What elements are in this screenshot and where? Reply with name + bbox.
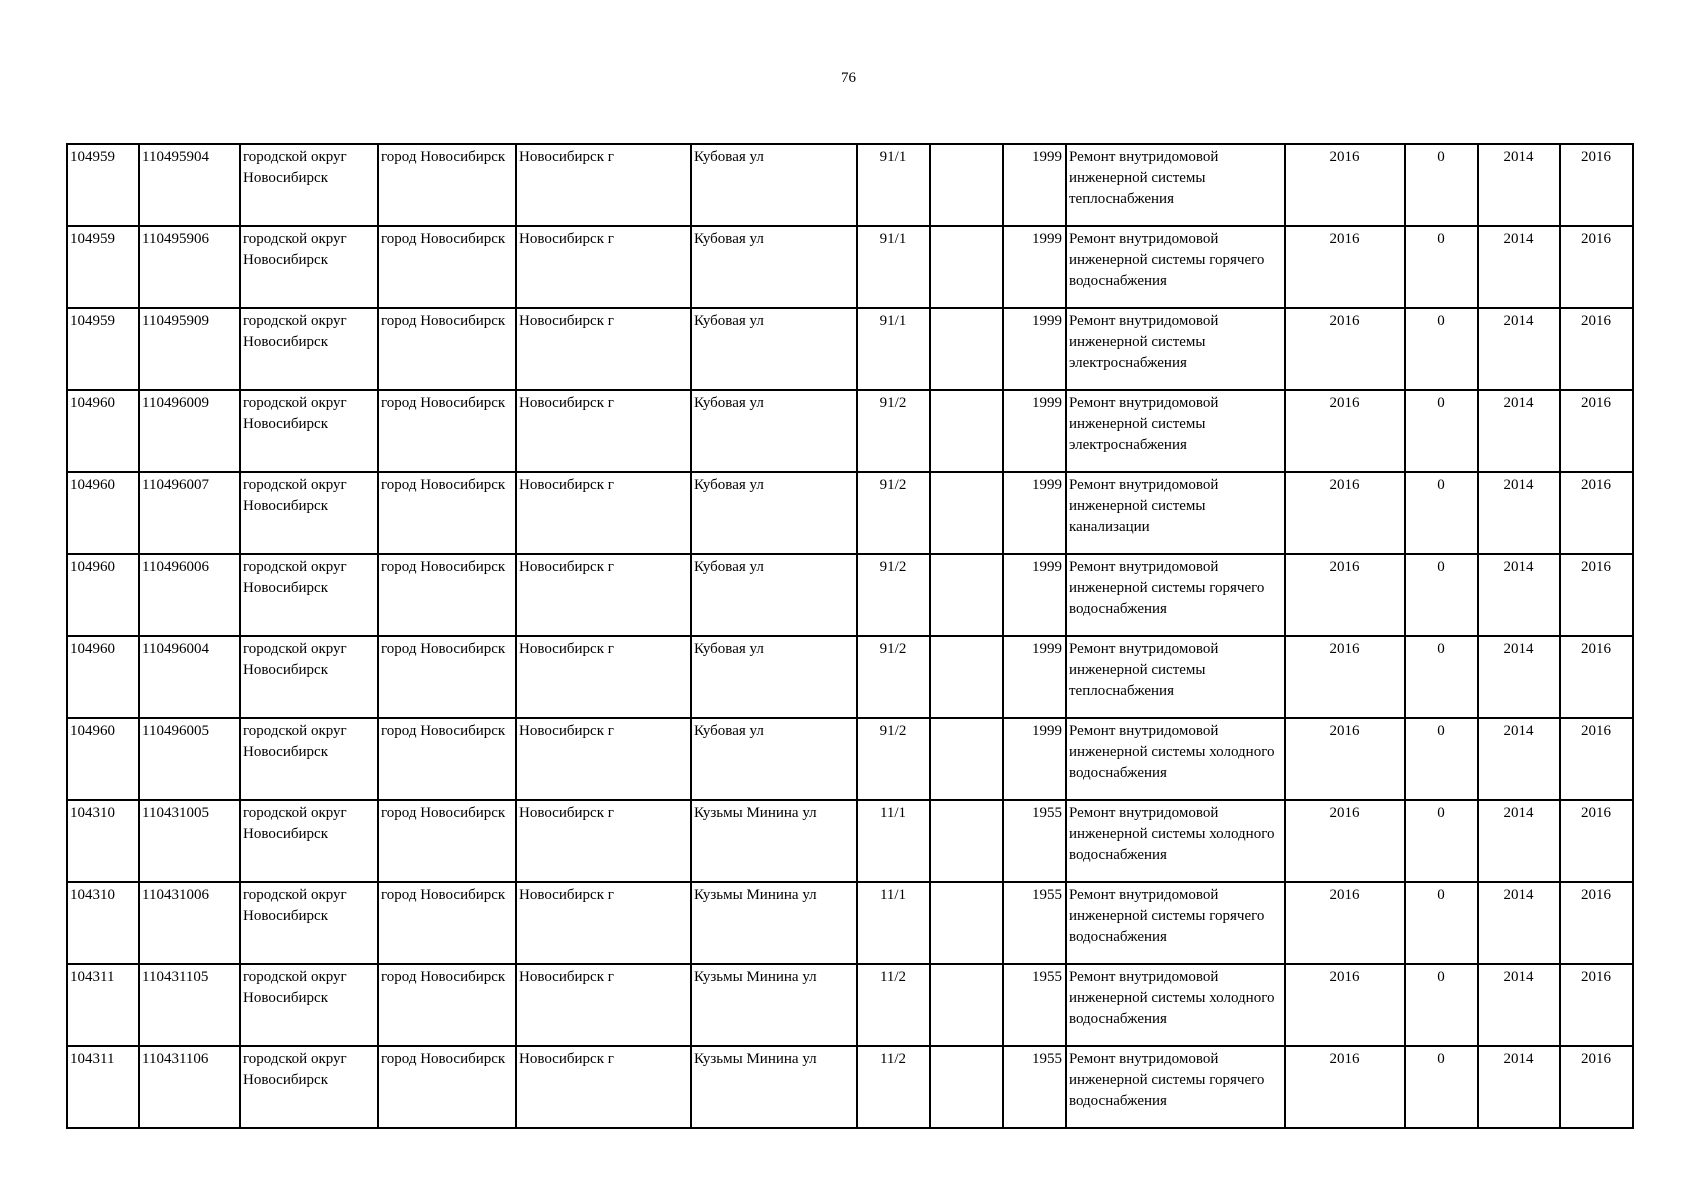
cell-settlement: город Новосибирск: [378, 390, 516, 472]
cell-house: 91/1: [857, 226, 930, 308]
cell-year-built: 1999: [1003, 226, 1066, 308]
cell-locality: Новосибирск г: [516, 882, 691, 964]
cell-street: Кубовая ул: [691, 226, 857, 308]
table-row: [67, 472, 1633, 554]
cell-building: [930, 226, 1003, 308]
cell-settlement: город Новосибирск: [378, 1046, 516, 1128]
cell-building: [930, 800, 1003, 882]
cell-cost: 0: [1405, 472, 1478, 554]
cell-period-start: 2014: [1478, 472, 1560, 554]
cell-locality: Новосибирск г: [516, 1046, 691, 1128]
cell-house-id: 104959: [67, 308, 139, 390]
cell-house: 11/2: [857, 1046, 930, 1128]
cell-cost: 0: [1405, 226, 1478, 308]
cell-district: городской округ Новосибирск: [240, 144, 378, 226]
table-row: [67, 144, 1633, 226]
repair-works-table: [66, 143, 1634, 1129]
cell-year-built: 1999: [1003, 554, 1066, 636]
cell-house: 91/2: [857, 472, 930, 554]
cell-work-id: 110431105: [139, 964, 240, 1046]
cell-work-id: 110496005: [139, 718, 240, 800]
cell-year-plan: 2016: [1285, 882, 1405, 964]
cell-district: городской округ Новосибирск: [240, 554, 378, 636]
cell-year-plan: 2016: [1285, 144, 1405, 226]
cell-year-built: 1999: [1003, 308, 1066, 390]
cell-street: Кубовая ул: [691, 636, 857, 718]
cell-period-end: 2016: [1560, 144, 1633, 226]
cell-building: [930, 718, 1003, 800]
cell-locality: Новосибирск г: [516, 964, 691, 1046]
table-row: [67, 636, 1633, 718]
cell-house: 91/1: [857, 144, 930, 226]
cell-building: [930, 964, 1003, 1046]
cell-period-start: 2014: [1478, 554, 1560, 636]
cell-settlement: город Новосибирск: [378, 308, 516, 390]
table-row: [67, 1046, 1633, 1128]
cell-work-type: Ремонт внутридомовой инженерной системы горячего водоснабжения: [1066, 226, 1285, 308]
cell-period-start: 2014: [1478, 390, 1560, 472]
cell-year-plan: 2016: [1285, 390, 1405, 472]
cell-locality: Новосибирск г: [516, 636, 691, 718]
cell-cost: 0: [1405, 800, 1478, 882]
cell-year-built: 1999: [1003, 718, 1066, 800]
table-row: [67, 308, 1633, 390]
cell-period-end: 2016: [1560, 390, 1633, 472]
cell-house: 91/2: [857, 636, 930, 718]
cell-settlement: город Новосибирск: [378, 718, 516, 800]
cell-period-end: 2016: [1560, 800, 1633, 882]
table-row: [67, 226, 1633, 308]
cell-period-start: 2014: [1478, 882, 1560, 964]
cell-year-plan: 2016: [1285, 308, 1405, 390]
cell-year-plan: 2016: [1285, 800, 1405, 882]
cell-work-id: 110495906: [139, 226, 240, 308]
cell-work-id: 110496006: [139, 554, 240, 636]
cell-street: Кубовая ул: [691, 308, 857, 390]
cell-house-id: 104311: [67, 1046, 139, 1128]
cell-year-built: 1955: [1003, 964, 1066, 1046]
cell-cost: 0: [1405, 1046, 1478, 1128]
cell-cost: 0: [1405, 144, 1478, 226]
table-body: [67, 144, 1633, 1128]
cell-settlement: город Новосибирск: [378, 636, 516, 718]
cell-building: [930, 554, 1003, 636]
cell-building: [930, 308, 1003, 390]
cell-period-end: 2016: [1560, 472, 1633, 554]
cell-house-id: 104960: [67, 554, 139, 636]
cell-period-start: 2014: [1478, 308, 1560, 390]
cell-locality: Новосибирск г: [516, 554, 691, 636]
cell-cost: 0: [1405, 718, 1478, 800]
cell-period-start: 2014: [1478, 800, 1560, 882]
cell-locality: Новосибирск г: [516, 308, 691, 390]
cell-house-id: 104959: [67, 226, 139, 308]
cell-building: [930, 882, 1003, 964]
cell-house-id: 104311: [67, 964, 139, 1046]
cell-cost: 0: [1405, 882, 1478, 964]
table-row: [67, 882, 1633, 964]
cell-year-plan: 2016: [1285, 718, 1405, 800]
cell-district: городской округ Новосибирск: [240, 226, 378, 308]
cell-period-end: 2016: [1560, 554, 1633, 636]
cell-year-plan: 2016: [1285, 226, 1405, 308]
cell-work-id: 110431006: [139, 882, 240, 964]
cell-settlement: город Новосибирск: [378, 882, 516, 964]
table-row: [67, 554, 1633, 636]
cell-period-end: 2016: [1560, 882, 1633, 964]
cell-settlement: город Новосибирск: [378, 144, 516, 226]
cell-work-type: Ремонт внутридомовой инженерной системы горячего водоснабжения: [1066, 882, 1285, 964]
cell-period-start: 2014: [1478, 226, 1560, 308]
cell-year-built: 1955: [1003, 1046, 1066, 1128]
cell-period-start: 2014: [1478, 964, 1560, 1046]
table-row: [67, 800, 1633, 882]
cell-street: Кубовая ул: [691, 554, 857, 636]
cell-district: городской округ Новосибирск: [240, 800, 378, 882]
cell-building: [930, 636, 1003, 718]
cell-street: Кубовая ул: [691, 390, 857, 472]
cell-work-id: 110495909: [139, 308, 240, 390]
cell-year-plan: 2016: [1285, 472, 1405, 554]
cell-work-id: 110496007: [139, 472, 240, 554]
cell-district: городской округ Новосибирск: [240, 1046, 378, 1128]
cell-street: Кузьмы Минина ул: [691, 882, 857, 964]
cell-locality: Новосибирск г: [516, 226, 691, 308]
cell-period-end: 2016: [1560, 718, 1633, 800]
cell-district: городской округ Новосибирск: [240, 718, 378, 800]
cell-street: Кубовая ул: [691, 718, 857, 800]
cell-period-end: 2016: [1560, 308, 1633, 390]
cell-building: [930, 472, 1003, 554]
cell-house: 91/1: [857, 308, 930, 390]
cell-locality: Новосибирск г: [516, 472, 691, 554]
cell-street: Кузьмы Минина ул: [691, 1046, 857, 1128]
cell-work-type: Ремонт внутридомовой инженерной системы электроснабжения: [1066, 390, 1285, 472]
cell-house: 11/1: [857, 800, 930, 882]
cell-year-plan: 2016: [1285, 636, 1405, 718]
table-row: [67, 390, 1633, 472]
cell-year-plan: 2016: [1285, 964, 1405, 1046]
cell-settlement: город Новосибирск: [378, 472, 516, 554]
cell-house-id: 104310: [67, 800, 139, 882]
cell-work-id: 110431106: [139, 1046, 240, 1128]
cell-year-built: 1999: [1003, 390, 1066, 472]
cell-locality: Новосибирск г: [516, 800, 691, 882]
cell-cost: 0: [1405, 636, 1478, 718]
cell-building: [930, 1046, 1003, 1128]
cell-period-end: 2016: [1560, 226, 1633, 308]
cell-work-type: Ремонт внутридомовой инженерной системы холодного водоснабжения: [1066, 800, 1285, 882]
cell-period-end: 2016: [1560, 964, 1633, 1046]
cell-cost: 0: [1405, 554, 1478, 636]
cell-cost: 0: [1405, 308, 1478, 390]
table-row: [67, 718, 1633, 800]
cell-work-id: 110431005: [139, 800, 240, 882]
cell-house-id: 104960: [67, 390, 139, 472]
cell-year-built: 1955: [1003, 800, 1066, 882]
cell-period-start: 2014: [1478, 144, 1560, 226]
cell-house: 91/2: [857, 390, 930, 472]
cell-work-type: Ремонт внутридомовой инженерной системы теплоснабжения: [1066, 636, 1285, 718]
cell-work-type: Ремонт внутридомовой инженерной системы электроснабжения: [1066, 308, 1285, 390]
page-number: 76: [841, 70, 856, 86]
cell-work-type: Ремонт внутридомовой инженерной системы горячего водоснабжения: [1066, 1046, 1285, 1128]
cell-house: 11/1: [857, 882, 930, 964]
cell-house-id: 104960: [67, 718, 139, 800]
cell-house: 11/2: [857, 964, 930, 1046]
cell-cost: 0: [1405, 390, 1478, 472]
cell-building: [930, 390, 1003, 472]
cell-district: городской округ Новосибирск: [240, 390, 378, 472]
cell-cost: 0: [1405, 964, 1478, 1046]
cell-work-type: Ремонт внутридомовой инженерной системы теплоснабжения: [1066, 144, 1285, 226]
cell-work-id: 110496004: [139, 636, 240, 718]
cell-house-id: 104959: [67, 144, 139, 226]
cell-district: городской округ Новосибирск: [240, 964, 378, 1046]
cell-district: городской округ Новосибирск: [240, 882, 378, 964]
cell-period-end: 2016: [1560, 636, 1633, 718]
cell-locality: Новосибирск г: [516, 144, 691, 226]
cell-year-built: 1999: [1003, 144, 1066, 226]
table-row: [67, 964, 1633, 1046]
cell-year-built: 1999: [1003, 472, 1066, 554]
cell-house-id: 104960: [67, 636, 139, 718]
cell-district: городской округ Новосибирск: [240, 308, 378, 390]
cell-work-type: Ремонт внутридомовой инженерной системы горячего водоснабжения: [1066, 554, 1285, 636]
cell-work-id: 110495904: [139, 144, 240, 226]
cell-year-plan: 2016: [1285, 554, 1405, 636]
cell-street: Кубовая ул: [691, 144, 857, 226]
cell-house-id: 104310: [67, 882, 139, 964]
cell-settlement: город Новосибирск: [378, 800, 516, 882]
cell-year-built: 1955: [1003, 882, 1066, 964]
cell-year-built: 1999: [1003, 636, 1066, 718]
cell-period-start: 2014: [1478, 1046, 1560, 1128]
cell-house: 91/2: [857, 554, 930, 636]
cell-settlement: город Новосибирск: [378, 554, 516, 636]
cell-year-plan: 2016: [1285, 1046, 1405, 1128]
cell-house-id: 104960: [67, 472, 139, 554]
cell-work-type: Ремонт внутридомовой инженерной системы канализации: [1066, 472, 1285, 554]
cell-period-end: 2016: [1560, 1046, 1633, 1128]
cell-period-start: 2014: [1478, 636, 1560, 718]
cell-street: Кузьмы Минина ул: [691, 964, 857, 1046]
cell-settlement: город Новосибирск: [378, 964, 516, 1046]
cell-street: Кубовая ул: [691, 472, 857, 554]
cell-district: городской округ Новосибирск: [240, 636, 378, 718]
cell-work-type: Ремонт внутридомовой инженерной системы холодного водоснабжения: [1066, 718, 1285, 800]
cell-street: Кузьмы Минина ул: [691, 800, 857, 882]
cell-settlement: город Новосибирск: [378, 226, 516, 308]
cell-locality: Новосибирск г: [516, 718, 691, 800]
cell-house: 91/2: [857, 718, 930, 800]
cell-locality: Новосибирск г: [516, 390, 691, 472]
cell-work-id: 110496009: [139, 390, 240, 472]
cell-district: городской округ Новосибирск: [240, 472, 378, 554]
cell-work-type: Ремонт внутридомовой инженерной системы холодного водоснабжения: [1066, 964, 1285, 1046]
cell-period-start: 2014: [1478, 718, 1560, 800]
cell-building: [930, 144, 1003, 226]
